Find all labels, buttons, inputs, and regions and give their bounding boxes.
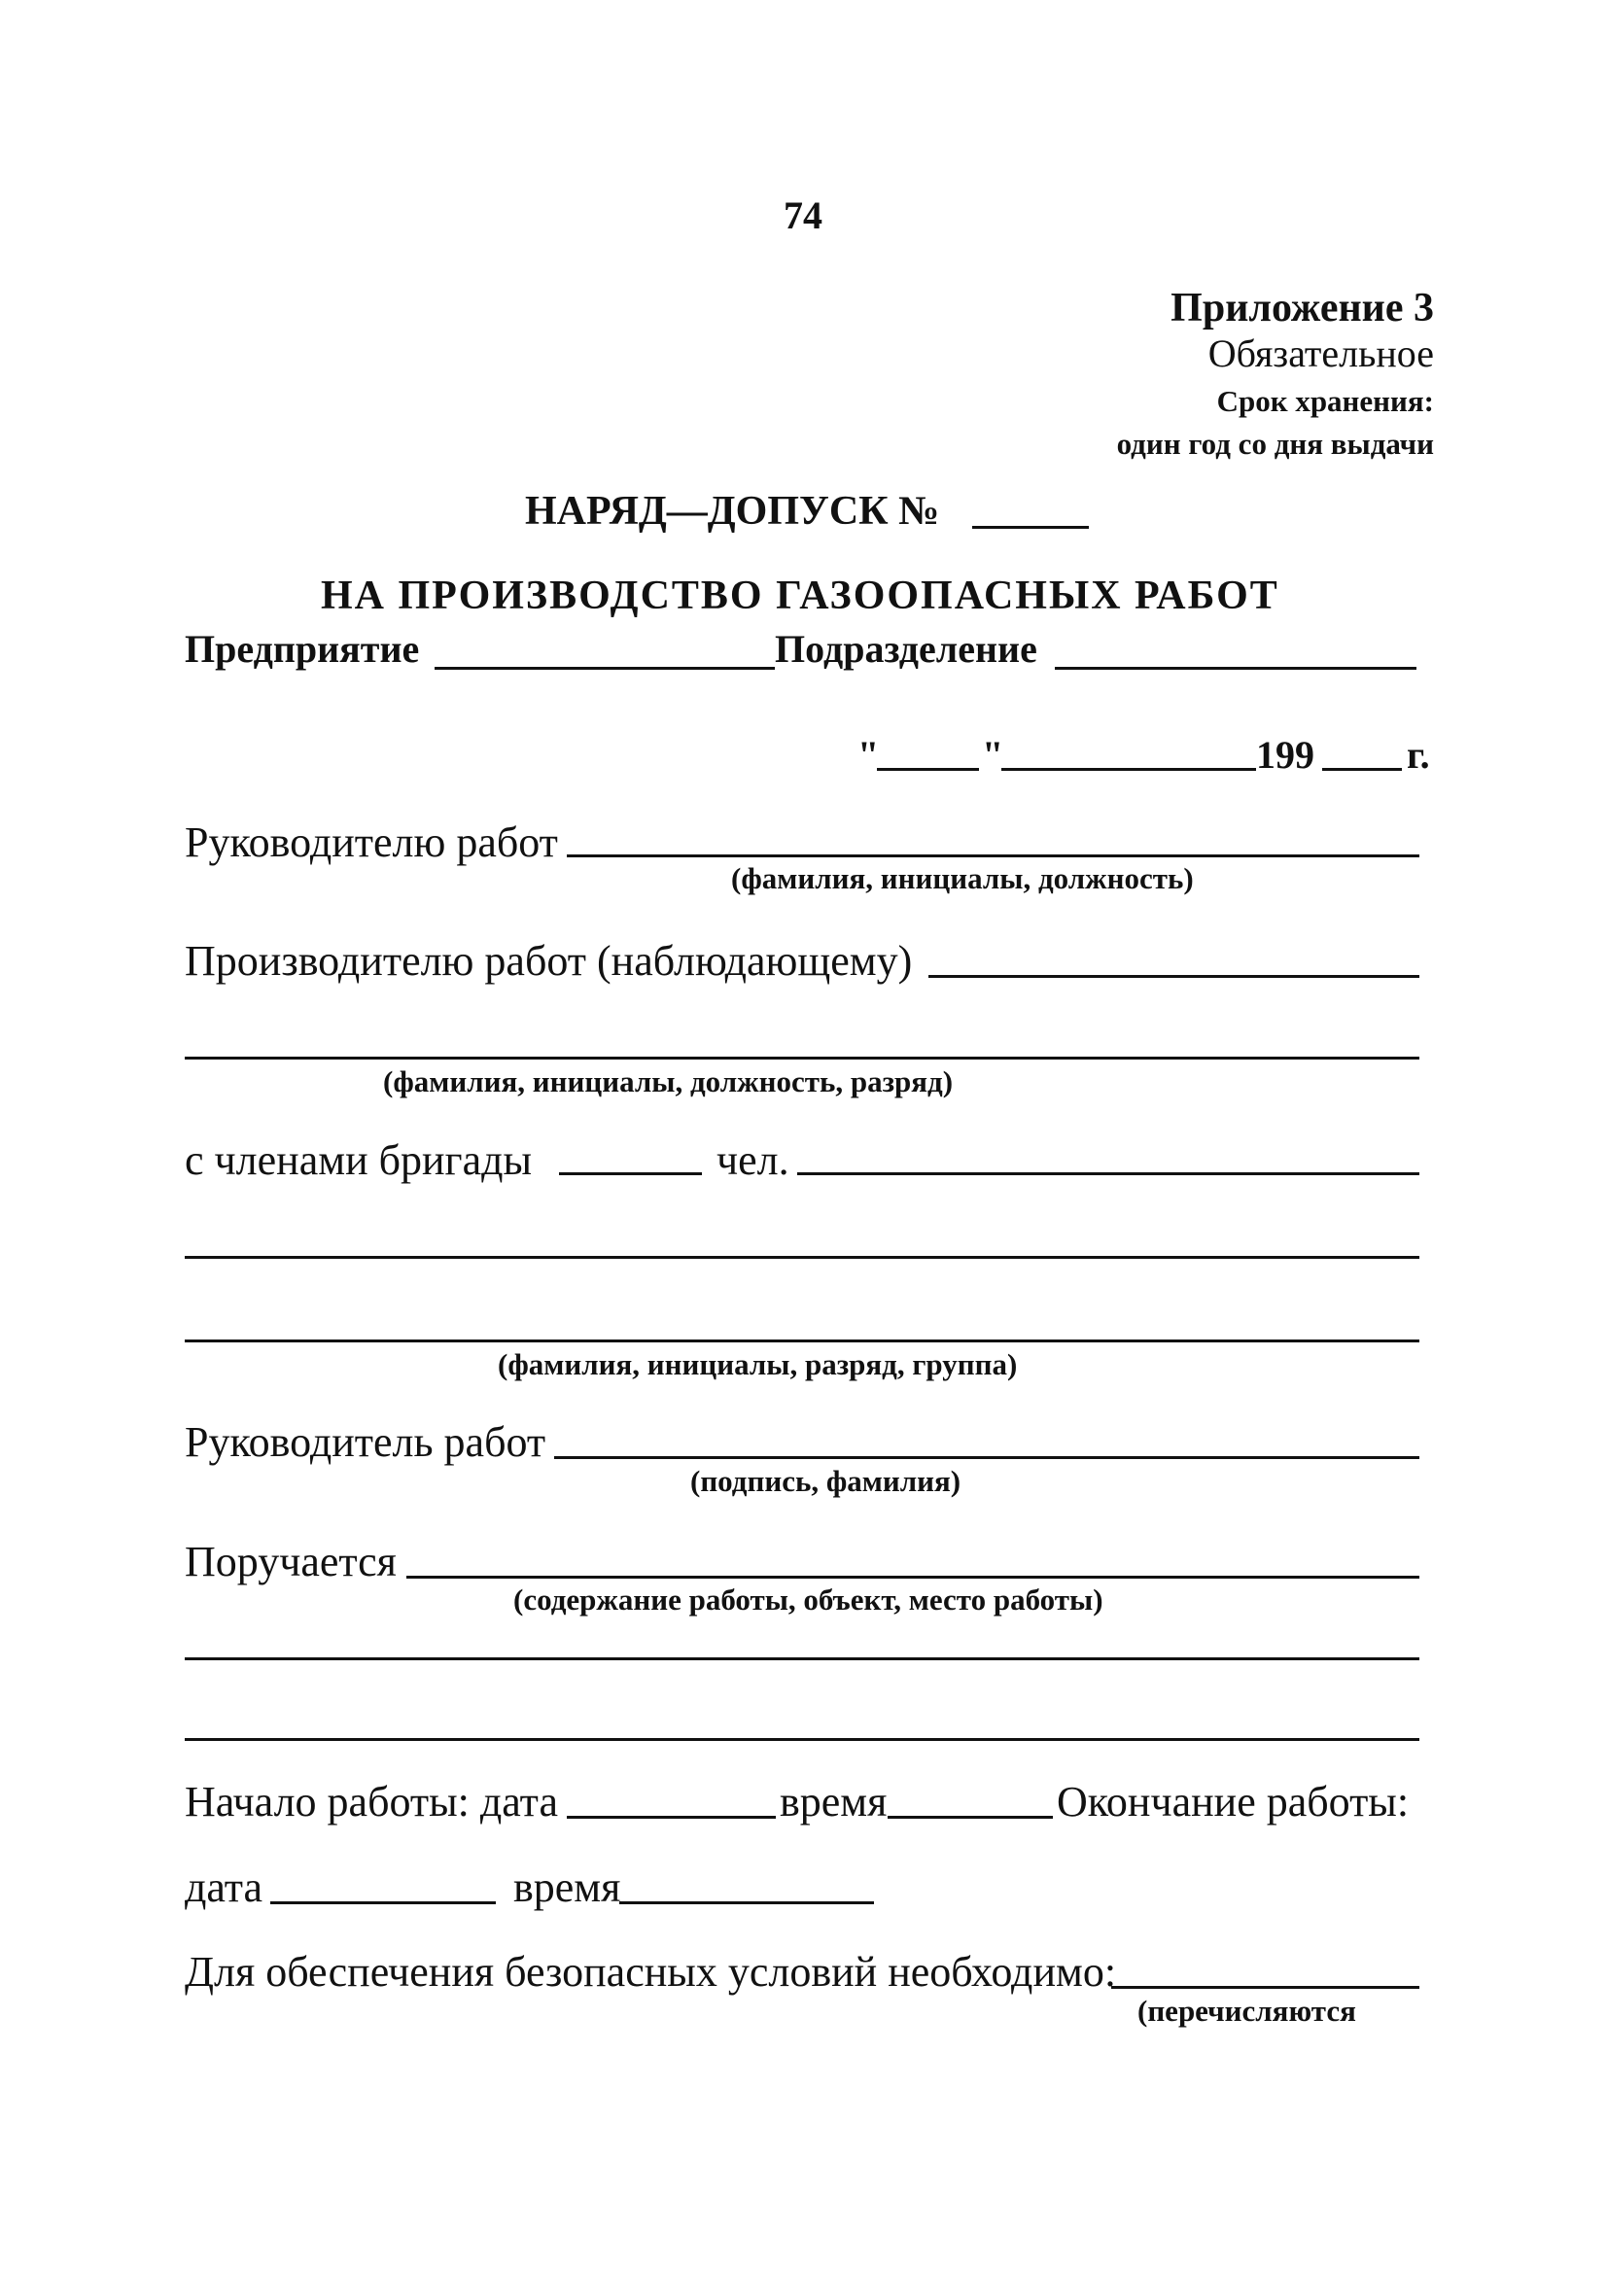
start-date-field[interactable]	[567, 1816, 776, 1819]
date-year-field[interactable]	[1322, 768, 1402, 771]
start-date-label: Начало работы: дата	[185, 1778, 558, 1826]
permit-subtitle: НА ПРОИЗВОДСТВО ГАЗООПАСНЫХ РАБОТ	[321, 574, 1279, 618]
page-number: 74	[784, 193, 822, 237]
work-manager-caption: (подпись, фамилия)	[690, 1464, 961, 1498]
permit-number-field[interactable]	[972, 526, 1089, 529]
work-producer-caption: (фамилия, инициалы, должность, разряд)	[383, 1064, 954, 1098]
enterprise-label: Предприятие	[185, 627, 420, 671]
end-date-field[interactable]	[270, 1901, 496, 1904]
date-quote-open: "	[857, 733, 880, 777]
enterprise-field[interactable]	[435, 667, 775, 670]
date-month-field[interactable]	[1001, 768, 1256, 771]
brigade-label: с членами бригады	[185, 1136, 533, 1184]
assigned-field-3[interactable]	[185, 1738, 1419, 1741]
date-day-field[interactable]	[877, 768, 979, 771]
division-field[interactable]	[1055, 667, 1416, 670]
retention-value: один год со дня выдачи	[1116, 427, 1434, 461]
division-label: Подразделение	[775, 627, 1037, 671]
work-manager-to-label: Руководителю работ	[185, 818, 558, 866]
date-quote-close: "	[982, 733, 1004, 777]
brigade-unit: чел.	[716, 1136, 789, 1184]
brigade-members-field[interactable]	[797, 1172, 1419, 1175]
date-year-suffix: г.	[1407, 733, 1430, 777]
brigade-members-field-3[interactable]	[185, 1339, 1419, 1342]
work-producer-field[interactable]	[928, 975, 1419, 978]
end-time-label: время	[513, 1863, 621, 1911]
end-date-label: дата	[185, 1863, 263, 1911]
assigned-label: Поручается	[185, 1538, 397, 1585]
end-time-field[interactable]	[619, 1901, 874, 1904]
safety-label: Для обеспечения безопасных условий необходимо:	[185, 1948, 1117, 1996]
mandatory-label: Обязательное	[1207, 331, 1434, 375]
permit-title: НАРЯД—ДОПУСК №	[525, 489, 940, 534]
assigned-field[interactable]	[406, 1576, 1419, 1579]
safety-caption: (перечисляются	[1137, 1994, 1356, 2028]
date-year-prefix: 199	[1256, 733, 1314, 777]
start-time-field[interactable]	[888, 1816, 1053, 1819]
brigade-caption: (фамилия, инициалы, разряд, группа)	[498, 1347, 1018, 1381]
appendix-label: Приложение 3	[1170, 286, 1434, 330]
brigade-members-field-2[interactable]	[185, 1256, 1419, 1259]
assigned-field-2[interactable]	[185, 1657, 1419, 1660]
start-time-label: время	[780, 1778, 888, 1826]
safety-field[interactable]	[1111, 1986, 1419, 1989]
work-manager-to-caption: (фамилия, инициалы, должность)	[731, 861, 1194, 895]
brigade-count-field[interactable]	[559, 1172, 702, 1175]
end-work-label: Окончание работы:	[1057, 1778, 1410, 1826]
work-manager-to-field[interactable]	[567, 854, 1419, 857]
work-producer-field-2[interactable]	[185, 1057, 1419, 1060]
work-producer-label: Производителю работ (наблюдающему)	[185, 937, 913, 985]
retention-label: Срок хранения:	[1216, 384, 1434, 418]
assigned-caption: (содержание работы, объект, место работы)	[513, 1583, 1103, 1617]
work-manager-label: Руководитель работ	[185, 1418, 546, 1466]
work-manager-signature-field[interactable]	[554, 1456, 1419, 1459]
